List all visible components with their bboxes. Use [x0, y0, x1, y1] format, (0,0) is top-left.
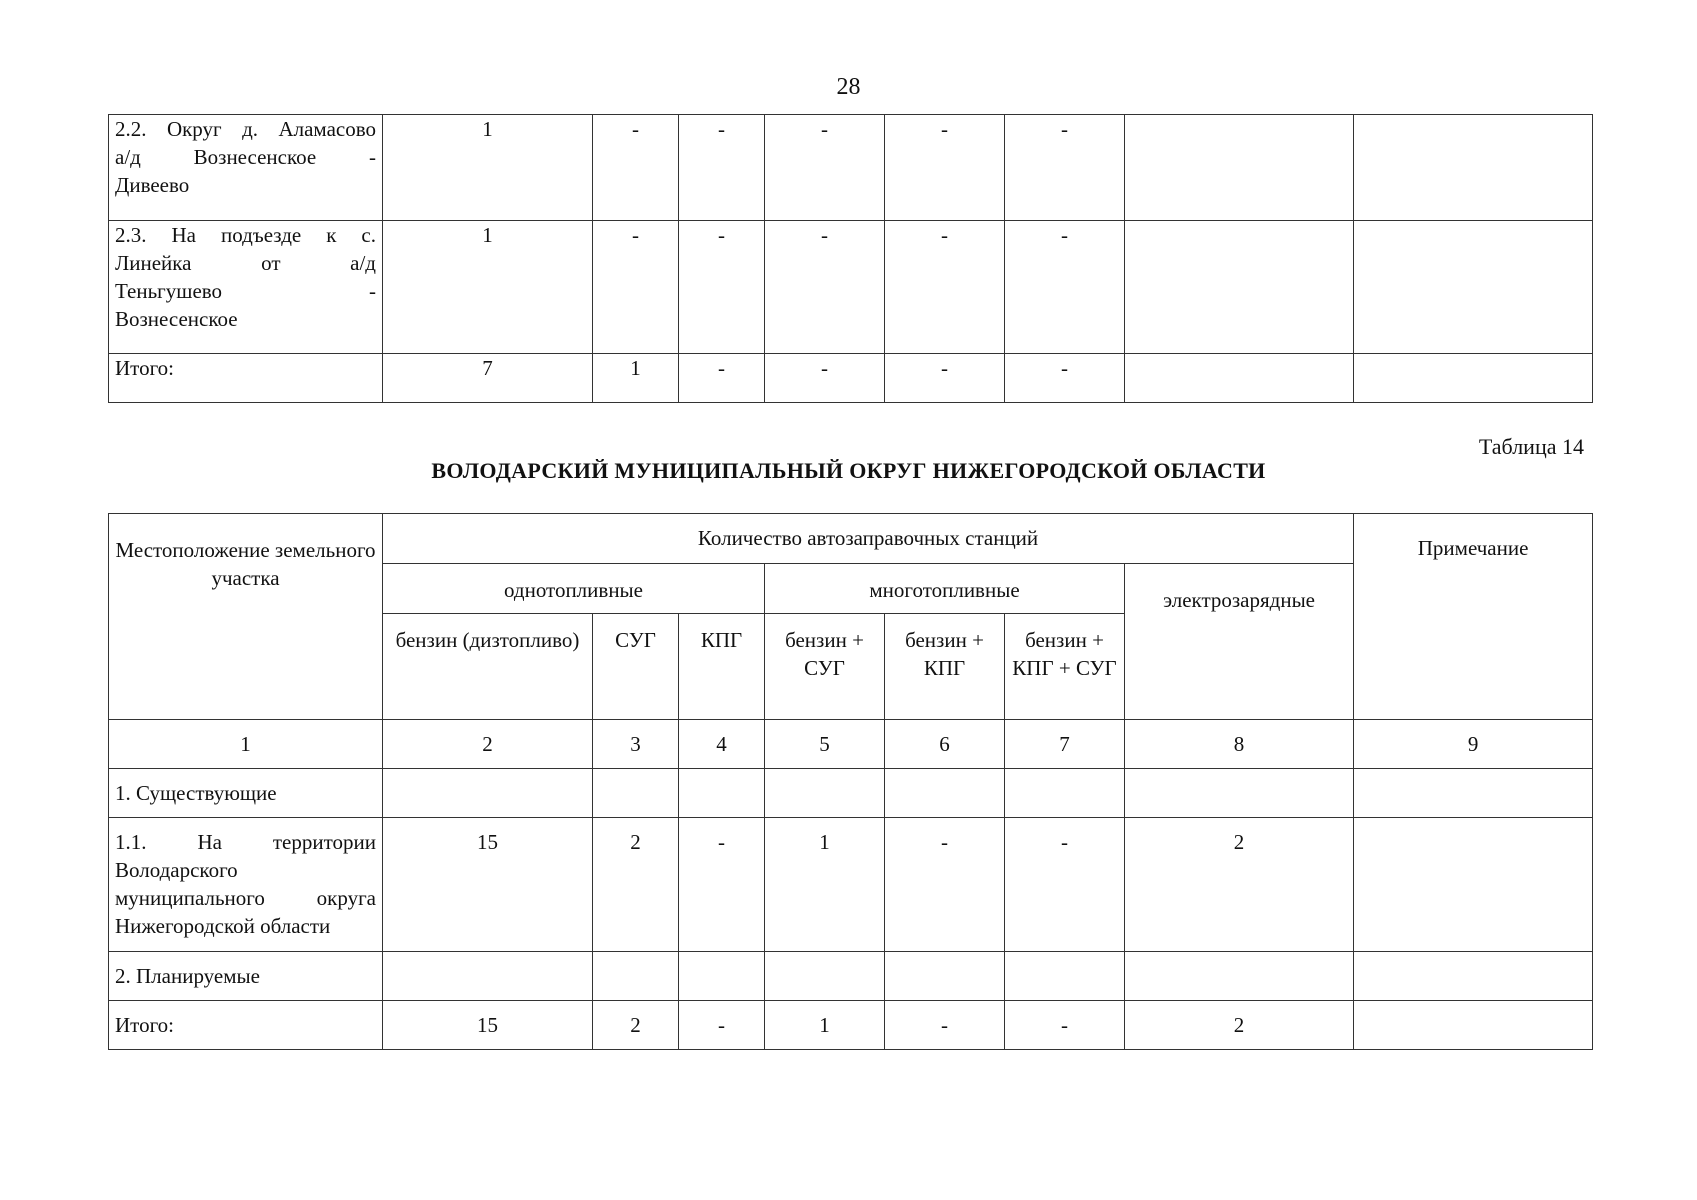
location-cell [109, 221, 383, 354]
value-cell [1354, 115, 1593, 221]
value-cell: - [679, 221, 765, 354]
header-lpg: СУГ [593, 614, 679, 720]
value-cell: - [885, 1001, 1005, 1050]
value-cell [765, 952, 885, 1001]
column-number: 3 [593, 720, 679, 769]
location-line: а/д Вознесенское - [115, 145, 376, 169]
location-cell [109, 769, 383, 818]
header-note: Примечание [1354, 514, 1593, 720]
value-cell [383, 769, 593, 818]
value-cell: - [885, 115, 1005, 221]
value-cell [593, 769, 679, 818]
value-cell: - [1005, 818, 1125, 952]
gas-stations-table [108, 513, 1593, 1050]
location-cell [109, 354, 383, 403]
value-cell: 7 [383, 354, 593, 403]
value-cell: 1 [765, 818, 885, 952]
value-cell [593, 952, 679, 1001]
location-line: Теньгушево - [115, 279, 376, 303]
header-single-fuel: однотопливные [383, 564, 765, 614]
value-cell: - [885, 818, 1005, 952]
header-location: Местоположение земельного участка [109, 514, 383, 720]
value-cell: - [1005, 354, 1125, 403]
location-line: муниципального округа [115, 886, 376, 910]
location-line: Дивеево [115, 173, 190, 197]
continuation-table [108, 114, 1593, 403]
header-count-group: Количество автозаправочных станций [383, 514, 1354, 564]
value-cell [1354, 1001, 1593, 1050]
total-row [109, 1001, 1593, 1050]
value-cell: 1 [593, 354, 679, 403]
value-cell [1125, 769, 1354, 818]
value-cell [885, 769, 1005, 818]
value-cell [1005, 769, 1125, 818]
table-row [109, 115, 1593, 221]
location-line: Итого: [115, 356, 174, 380]
value-cell [885, 952, 1005, 1001]
value-cell [1125, 115, 1354, 221]
column-number: 7 [1005, 720, 1125, 769]
location-line: 1.1. На территории [115, 830, 376, 854]
value-cell: 2 [1125, 1001, 1354, 1050]
header-cng: КПГ [679, 614, 765, 720]
location-cell [109, 952, 383, 1001]
header-petrol: бензин (дизтопливо) [383, 614, 593, 720]
value-cell [1354, 354, 1593, 403]
value-cell [1354, 952, 1593, 1001]
value-cell: 2 [1125, 818, 1354, 952]
header-petrol-cng: бензин + КПГ [885, 614, 1005, 720]
column-number: 5 [765, 720, 885, 769]
value-cell: 15 [383, 818, 593, 952]
location-line: Володарского [115, 858, 238, 882]
table-row [109, 818, 1593, 952]
location-line: Вознесенское [115, 307, 238, 331]
value-cell: 1 [383, 115, 593, 221]
column-number: 8 [1125, 720, 1354, 769]
value-cell: 1 [765, 1001, 885, 1050]
value-cell: - [765, 115, 885, 221]
header-multi-fuel: многотопливные [765, 564, 1125, 614]
value-cell: 2 [593, 818, 679, 952]
value-cell: - [679, 818, 765, 952]
value-cell: - [1005, 115, 1125, 221]
value-cell [1125, 354, 1354, 403]
value-cell: - [679, 115, 765, 221]
value-cell [383, 952, 593, 1001]
value-cell: - [679, 1001, 765, 1050]
value-cell: 15 [383, 1001, 593, 1050]
location-cell [109, 818, 383, 952]
value-cell: - [765, 221, 885, 354]
location-line: 2. Планируемые [115, 964, 260, 988]
total-row [109, 354, 1593, 403]
column-number-row [109, 720, 1593, 769]
location-cell [109, 1001, 383, 1050]
location-cell [109, 115, 383, 221]
header-petrol-lpg: бензин + СУГ [765, 614, 885, 720]
value-cell [679, 952, 765, 1001]
page-number: 28 [836, 74, 861, 100]
value-cell: - [765, 354, 885, 403]
value-cell [679, 769, 765, 818]
value-cell: - [593, 115, 679, 221]
location-line: 1. Существующие [115, 781, 277, 805]
value-cell [1354, 221, 1593, 354]
value-cell [1125, 952, 1354, 1001]
section-row [109, 952, 1593, 1001]
table-title: ВОЛОДАРСКИЙ МУНИЦИПАЛЬНЫЙ ОКРУГ НИЖЕГОРОДСКОЙ ОБЛАСТИ [431, 458, 1266, 483]
location-line: 2.2. Округ д. Аламасово [115, 117, 376, 141]
value-cell [1005, 952, 1125, 1001]
value-cell [1125, 221, 1354, 354]
column-number: 2 [383, 720, 593, 769]
section-row [109, 769, 1593, 818]
column-number: 4 [679, 720, 765, 769]
column-number: 1 [109, 720, 383, 769]
location-line: Нижегородской области [115, 914, 331, 938]
header-electric: электрозарядные [1125, 564, 1354, 720]
value-cell: - [885, 354, 1005, 403]
value-cell: - [1005, 1001, 1125, 1050]
header-row [109, 514, 1593, 564]
table-caption: Таблица 14 [1478, 434, 1584, 459]
table-row [109, 221, 1593, 354]
column-number: 9 [1354, 720, 1593, 769]
location-line: 2.3. На подъезде к с. [115, 223, 376, 247]
value-cell: - [679, 354, 765, 403]
location-line: Итого: [115, 1013, 174, 1037]
value-cell: 2 [593, 1001, 679, 1050]
value-cell [765, 769, 885, 818]
location-line: Линейка от а/д [115, 251, 376, 275]
value-cell: 1 [383, 221, 593, 354]
header-petrol-cng-lpg: бензин + КПГ + СУГ [1005, 614, 1125, 720]
value-cell: - [593, 221, 679, 354]
value-cell: - [885, 221, 1005, 354]
column-number: 6 [885, 720, 1005, 769]
value-cell [1354, 818, 1593, 952]
value-cell: - [1005, 221, 1125, 354]
value-cell [1354, 769, 1593, 818]
